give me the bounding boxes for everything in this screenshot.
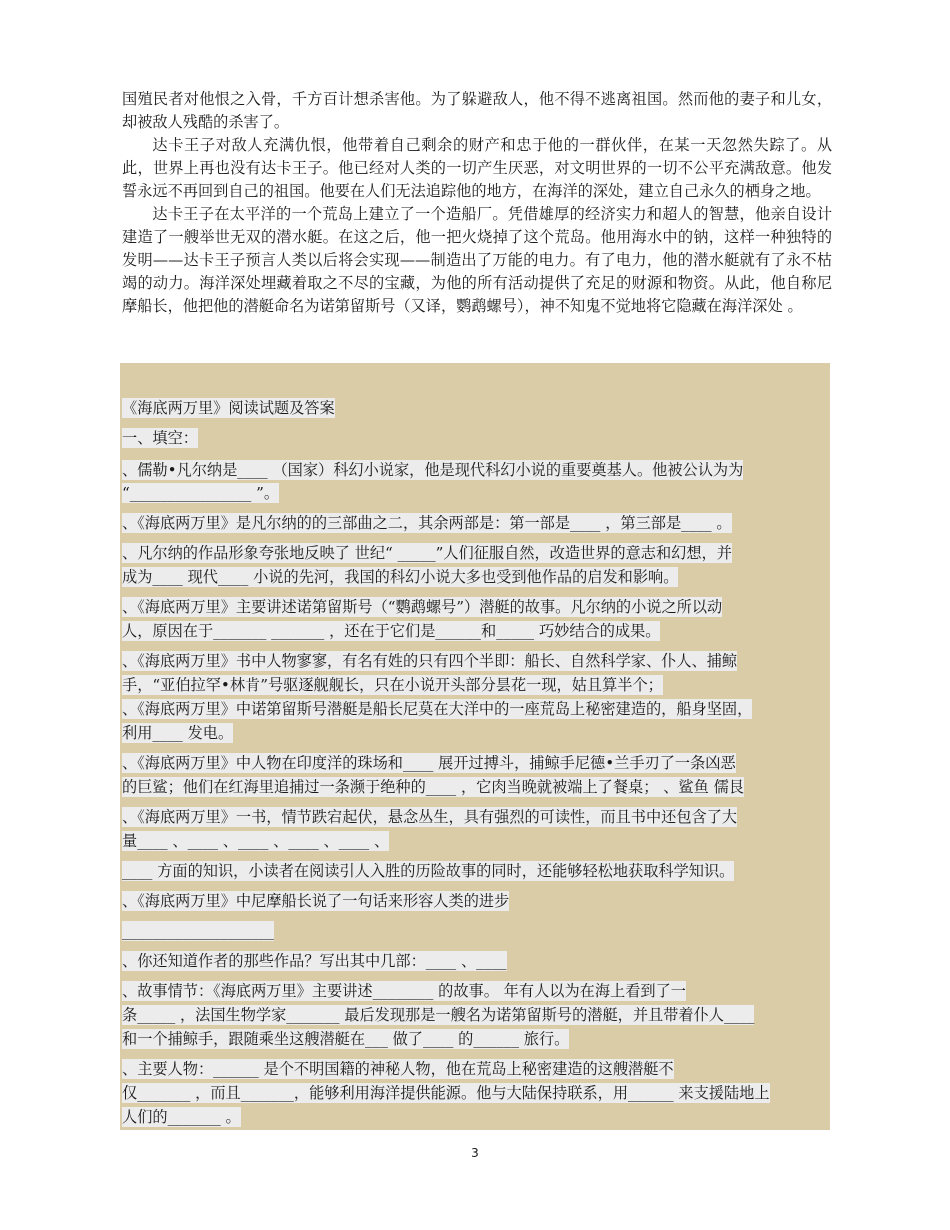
quiz-line: 、《海底两万里》中人物在印度洋的珠场和____ 展开过搏斗，捕鲸手尼德•兰手刃了一条凶恶 bbox=[122, 754, 736, 772]
quiz-line: 、《海底两万里》中尼摩船长说了一句话来形容人类的进步 bbox=[122, 892, 510, 910]
quiz-line: 量____ 、____ 、____ 、____ 、____ 、 bbox=[122, 832, 390, 850]
quiz-line: 人们的_______ 。 bbox=[122, 1108, 241, 1126]
quiz-title: 《海底两万里》阅读试题及答案 bbox=[122, 399, 335, 417]
quiz-line: 、凡尔纳的作品形象夸张地反映了 世纪“ _____”人们征服自然，改造世界的意志和幻想，并 bbox=[122, 544, 732, 562]
page-number: 3 bbox=[471, 1146, 479, 1160]
quiz-line: ____________________ bbox=[122, 922, 274, 940]
intro-text bbox=[122, 88, 832, 318]
quiz-section bbox=[120, 363, 830, 1130]
quiz-line: 、《海底两万里》主要讲述诺第留斯号（“鹦鹉螺号”）潜艇的故事。凡尔纳的小说之所以动 bbox=[122, 598, 723, 616]
quiz-heading: 一、填空： bbox=[122, 429, 198, 447]
quiz-line: 、主要人物：______ 是个不明国籍的神秘人物，他在荒岛上秘密建造的这艘潜艇不 bbox=[122, 1060, 674, 1078]
quiz-line: 、故事情节：《海底两万里》主要讲述________ 的故事。 年有人以为在海上看到了一 bbox=[122, 982, 686, 1000]
quiz-line: 和一个捕鲸手，跟随乘坐这艘潜艇在___ 做了____ 的______ 旅行。 bbox=[122, 1030, 570, 1048]
quiz-line: 成为____ 现代____ 小说的先河，我国的科幻小说大多也受到他作品的启发和影响。 bbox=[122, 568, 679, 586]
quiz-line: ____ 方面的知识，小读者在阅读引人入胜的历险故事的同时，还能够轻松地获取科学知识。 bbox=[122, 862, 735, 880]
intro-paragraph-1: 国殖民者对他恨之入骨，千方百计想杀害他。为了躲避敌人，他不得不逃离祖国。然而他的妻子和儿女，却被敌人残酷的杀害了。 bbox=[122, 90, 832, 131]
quiz-line: 人，原因在于_______ _______ ，还在于它们是______和_____ 巧妙结合的成果。 bbox=[122, 622, 661, 640]
quiz-line: 、《海底两万里》中诺第留斯号潜艇是船长尼莫在大洋中的一座荒岛上秘密建造的，船身坚固， bbox=[122, 700, 753, 718]
quiz-line: 、《海底两万里》一书，情节跌宕起伏，悬念丛生，具有强烈的可读性，而且书中还包含了大 bbox=[122, 808, 738, 826]
intro-paragraph-3: 达卡王子在太平洋的一个荒岛上建立了一个造船厂。凭借雄厚的经济实力和超人的智慧，他亲自设计建造了一艘举世无双的潜水艇。在这之后，他一把火烧掉了这个荒岛。他用海水中的钠，这样一种独特的发明——达卡王子预言人类以后将会实现——制造出了万能的电力。有了电力，他的潜水艇就有了永不枯竭的动力。海洋深处埋藏着取之不尽的宝藏，为他的所有活动提供了充足的财源和物资。从此，他自称尼摩船长，他把他的潜艇命名为诺第留斯号（又译，鹦鹉螺号），神不知鬼不觉地将它隐藏在海洋深处 。 bbox=[122, 205, 832, 315]
quiz-line: 、儒勒•凡尔纳是____ （国家）科幻小说家，他是现代科幻小说的重要奠基人。他被公认为为 bbox=[122, 461, 744, 479]
quiz-line: 仅_______ ，而且_______，能够利用海洋提供能源。他与大陆保持联系，用______ 来支援陆地上 bbox=[122, 1084, 770, 1102]
quiz-line: 条_____ ，法国生物学家_______ 最后发现那是一艘名为诺第留斯号的潜艇，并且带着仆人____ bbox=[122, 1006, 755, 1024]
quiz-line: 利用____ 发电。 bbox=[122, 724, 234, 742]
quiz-line: 手，“亚伯拉罕•林肯”号驱逐舰舰长，只在小说开头部分昙花一现，姑且算半个； bbox=[122, 676, 663, 694]
quiz-line: “________________ ”。 bbox=[122, 484, 280, 502]
quiz-line: 、《海底两万里》是凡尔纳的的三部曲之二，其余两部是：第一部是____ ，第三部是____ 。 bbox=[122, 514, 732, 532]
intro-paragraph-2: 达卡王子对敌人充满仇恨，他带着自己剩余的财产和忠于他的一群伙伴，在某一天忽然失踪了。从此，世界上再也没有达卡王子。他已经对人类的一切产生厌恶，对文明世界的一切不公平充满敌意。他发誓永远不再回到自己的祖国。他要在人们无法追踪他的地方，在海洋的深处，建立自己永久的栖身之地。 bbox=[122, 136, 832, 200]
quiz-line: 的巨鲨；他们在红海里追捕过一条濒于绝种的____ ，它肉当晚就被端上了餐桌； 、鲨鱼 儒艮 bbox=[122, 778, 744, 796]
quiz-line: 、《海底两万里》书中人物寥寥，有名有姓的只有四个半即：船长、自然科学家、仆人、捕鲸 bbox=[122, 652, 738, 670]
quiz-line: 、你还知道作者的那些作品？写出其中几部：____ 、____ bbox=[122, 952, 507, 970]
